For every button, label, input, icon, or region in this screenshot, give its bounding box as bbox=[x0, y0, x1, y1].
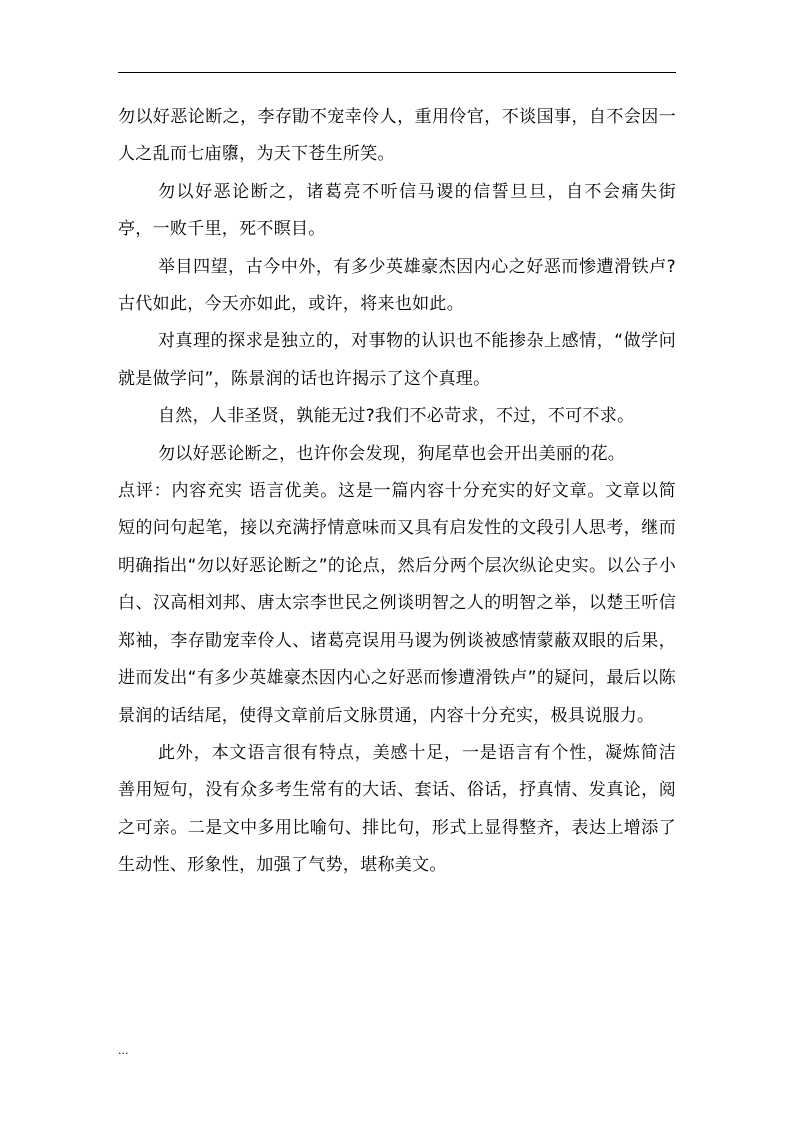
commentary-paragraph: 点评：内容充实 语言优美。这是一篇内容十分充实的好文章。文章以简短的问句起笔，接以充满抒情意味而又具有启发性的文段引人思考，继而明确指出“勿以好恶论断之”的论点，然后分两个层次纵论史实。以公子小白、汉高相刘邦、唐太宗李世民之例谈明智之人的明智之举，以楚王听信郑袖，李存勖宠幸伶人、诸葛亮误用马谡为例谈被感情蒙蔽双眼的后果，进而发出“有多少英雄豪杰因内心之好恶而惨遭滑铁卢”的疑问，最后以陈景润的话结尾，使得文章前后文脉贯通，内容十分充实，极具说服力。 bbox=[118, 481, 676, 726]
paragraph-3: 举目四望，古今中外，有多少英雄豪杰因内心之好恶而惨遭滑铁卢?古代如此，今天亦如此，或许，将来也如此。 bbox=[118, 256, 676, 315]
footer-ellipsis: ... bbox=[118, 1044, 129, 1057]
paragraph-6: 勿以好恶论断之，也许你会发现，狗尾草也会开出美丽的花。 bbox=[158, 443, 626, 464]
paragraph-4: 对真理的探求是独立的，对事物的认识也不能掺杂上感情，“做学问就是做学问”，陈景润的话也许揭示了这个真理。 bbox=[118, 331, 676, 389]
paragraph-5: 自然，人非圣贤，孰能无过?我们不必苛求，不过，不可不求。 bbox=[158, 406, 635, 427]
paragraph-1: 勿以好恶论断之，李存勖不宠幸伶人，重用伶官，不谈国事，自不会因一人之乱而七庙隳，为天下苍生所笑。 bbox=[118, 107, 676, 165]
header-rule bbox=[118, 72, 676, 73]
document-body bbox=[118, 99, 676, 885]
paragraph-2: 勿以好恶论断之，诸葛亮不听信马谡的信誓旦旦，自不会痛失街亭，一败千里，死不瞑目。 bbox=[118, 181, 676, 240]
paragraph-8: 此外，本文语言很有特点，美感十足，一是语言有个性，凝炼简洁善用短句，没有众多考生常有的大话、套话、俗话，抒真情、发真论，阅之可亲。二是文中多用比喻句、排比句，形式上显得整齐，表达上增添了生动性、形象性，加强了气势，堪称美文。 bbox=[118, 742, 676, 876]
